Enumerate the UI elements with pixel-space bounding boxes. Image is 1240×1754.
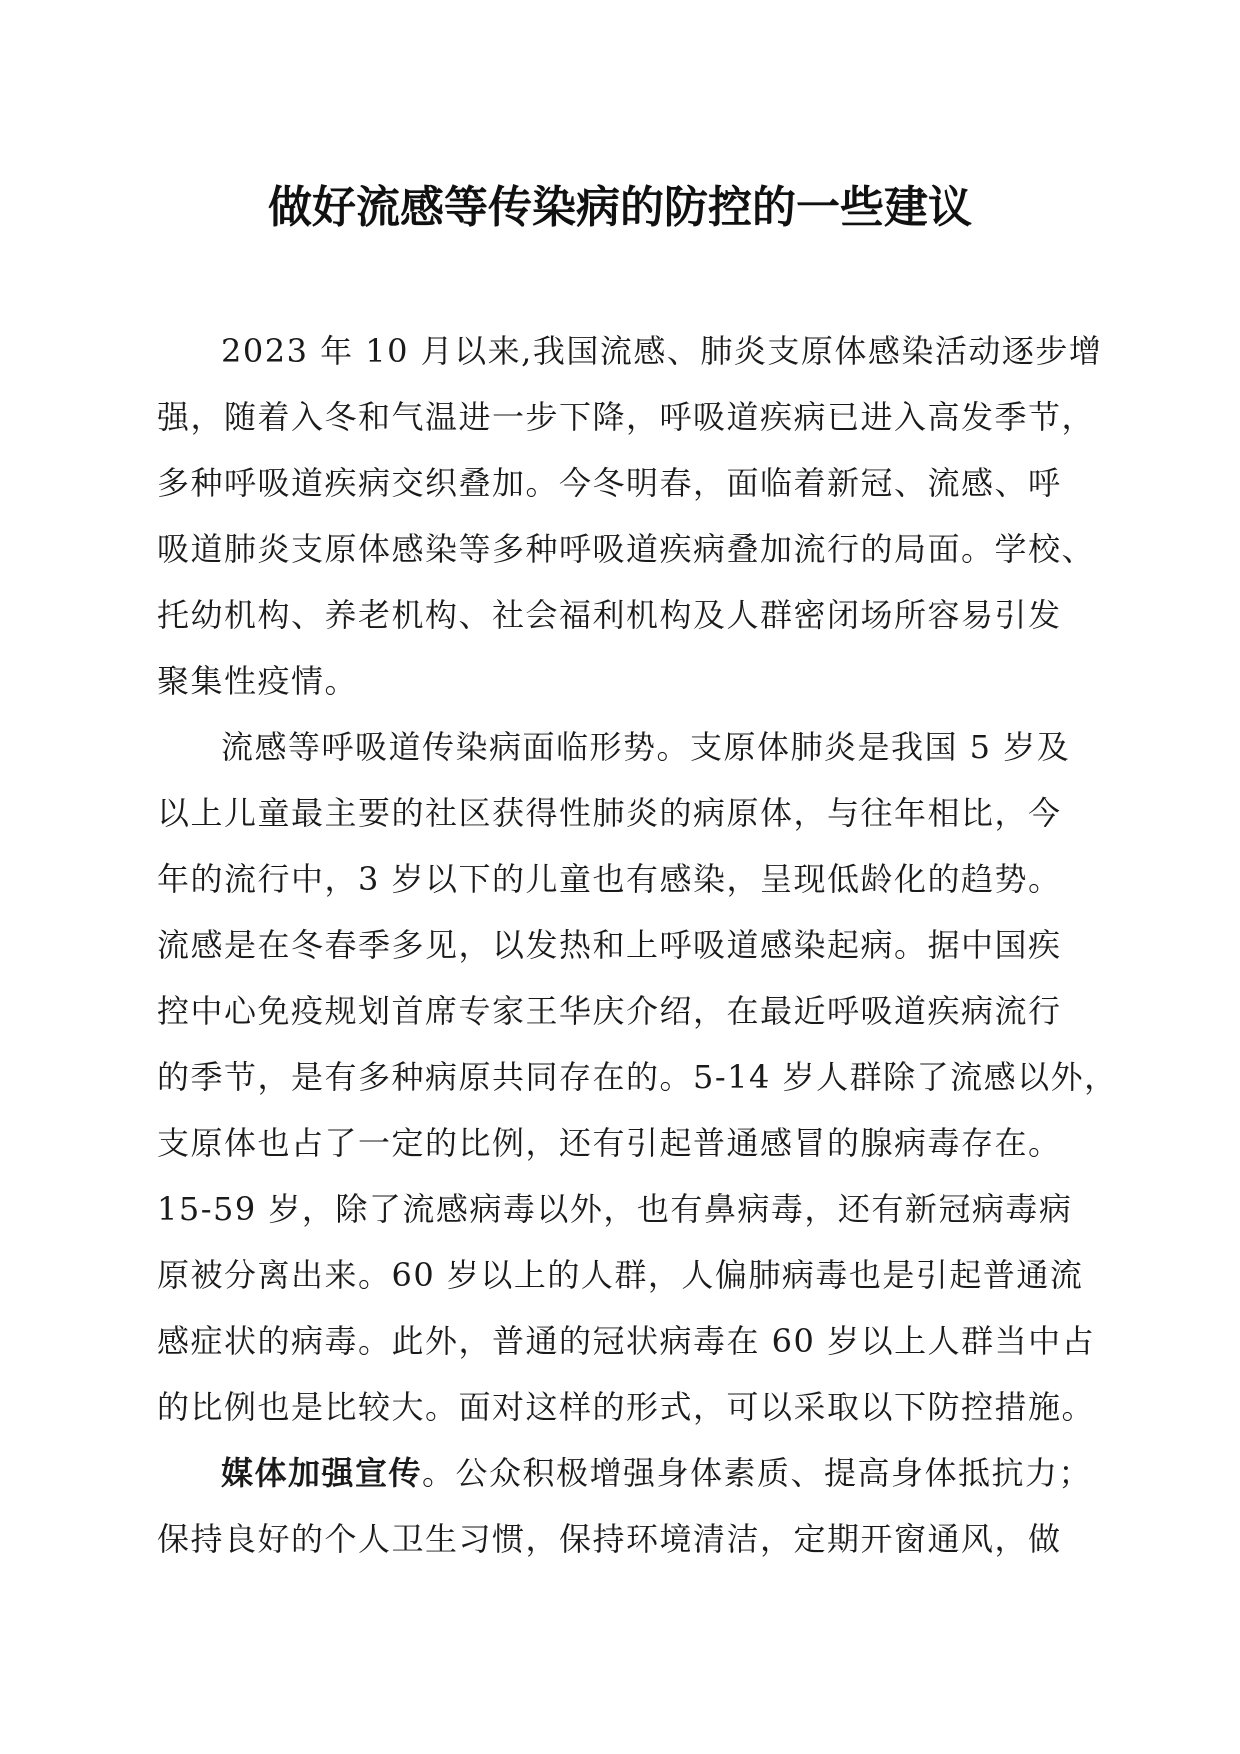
paragraph-1-line-1: 2023 年 10 月以来,我国流感、肺炎支原体感染活动逐步增	[221, 332, 1103, 370]
paragraph-3-line-2: 保持良好的个人卫生习惯，保持环境清洁，定期开窗通风，做	[157, 1520, 1062, 1558]
paragraph-1-line-2: 强，随着入冬和气温进一步下降，呼吸道疾病已进入高发季节，	[157, 398, 1096, 436]
paragraph-2-line-4: 流感是在冬春季多见，以发热和上呼吸道感染起病。据中国疾	[157, 926, 1062, 964]
paragraph-2-line-7: 支原体也占了一定的比例，还有引起普通感冒的腺病毒存在。	[157, 1124, 1062, 1162]
paragraph-2-line-9: 原被分离出来。60 岁以上的人群，人偏肺病毒也是引起普通流	[157, 1256, 1084, 1294]
paragraph-1-line-3: 多种呼吸道疾病交织叠加。今冬明春，面临着新冠、流感、呼	[157, 464, 1062, 502]
paragraph-2-line-3: 年的流行中，3 岁以下的儿童也有感染，呈现低龄化的趋势。	[157, 860, 1062, 898]
paragraph-3-bold-lead: 媒体加强宣传	[221, 1454, 423, 1492]
paragraph-3-line-1-rest: 。公众积极增强身体素质、提高身体抵抗力；	[422, 1454, 1093, 1492]
paragraph-1-line-4: 吸道肺炎支原体感染等多种呼吸道疾病叠加流行的局面。学校、	[157, 530, 1096, 568]
paragraph-3-line-1	[157, 1440, 1117, 1506]
document-body	[157, 318, 1117, 1572]
document-title: 做好流感等传染病的防控的一些建议	[268, 182, 972, 233]
paragraph-2-line-6: 的季节，是有多种病原共同存在的。5-14 岁人群除了流感以外，	[157, 1058, 1118, 1096]
paragraph-2-line-8: 15-59 岁，除了流感病毒以外，也有鼻病毒，还有新冠病毒病	[157, 1190, 1073, 1228]
paragraph-1-line-5: 托幼机构、养老机构、社会福利机构及人群密闭场所容易引发	[157, 596, 1062, 634]
paragraph-2-line-10: 感症状的病毒。此外，普通的冠状病毒在 60 岁以上人群当中占	[157, 1322, 1096, 1360]
paragraph-2-line-2: 以上儿童最主要的社区获得性肺炎的病原体，与往年相比，今	[157, 794, 1062, 832]
paragraph-2-line-1: 流感等呼吸道传染病面临形势。支原体肺炎是我国 5 岁及	[221, 728, 1071, 766]
paragraph-2-line-11: 的比例也是比较大。面对这样的形式，可以采取以下防控措施。	[157, 1388, 1096, 1426]
paragraph-2-line-5: 控中心免疫规划首席专家王华庆介绍，在最近呼吸道疾病流行	[157, 992, 1062, 1030]
paragraph-1-line-6: 聚集性疫情。	[157, 662, 359, 700]
